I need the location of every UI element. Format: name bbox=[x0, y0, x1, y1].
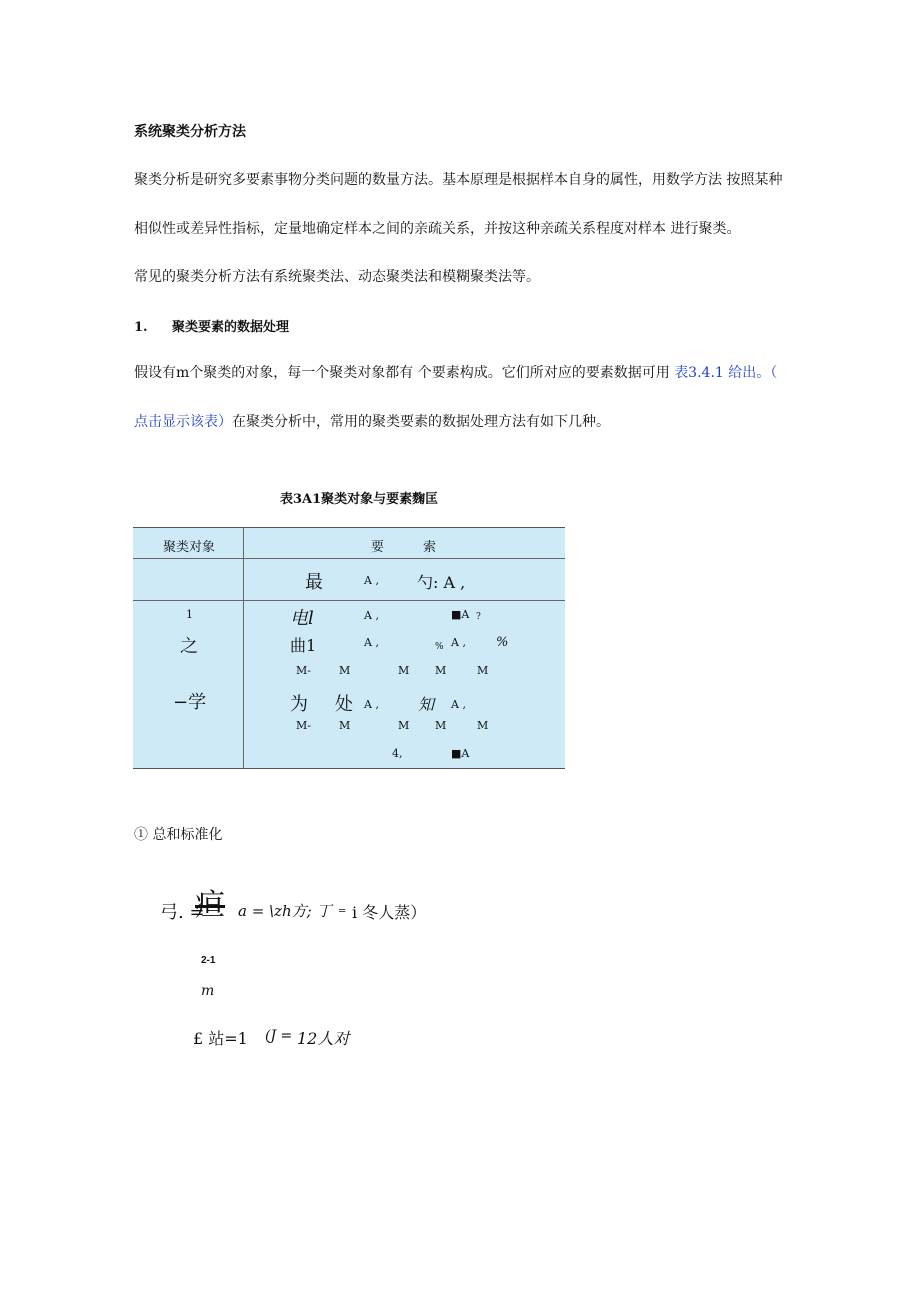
paragraph-line bbox=[134, 363, 777, 383]
section-title: 聚类要素的数据处理 bbox=[172, 320, 290, 335]
table-cell: ■A bbox=[451, 608, 470, 621]
table-cell: 知 bbox=[418, 695, 435, 714]
table-divider bbox=[133, 600, 565, 601]
table-cell: M bbox=[435, 719, 447, 732]
table-header-elements: 要 bbox=[371, 540, 385, 555]
table-cell-left: −学 bbox=[173, 692, 207, 713]
data-table bbox=[133, 527, 565, 769]
table-cell: M- bbox=[296, 719, 311, 732]
table-cell: M bbox=[398, 719, 410, 732]
page-title: 系统聚类分析方法 bbox=[134, 124, 246, 140]
table-header-objects: 聚类对象 bbox=[163, 540, 216, 555]
table-cell: 曲1 bbox=[290, 636, 317, 655]
table-cell: 处 bbox=[335, 694, 353, 715]
formula-part: 疸 bbox=[195, 888, 225, 923]
table-divider bbox=[133, 558, 565, 559]
table-header-elements: 索 bbox=[423, 540, 437, 555]
table-cell-left: 之 bbox=[180, 636, 198, 657]
table-cell: 最 bbox=[305, 572, 323, 593]
table-cell: M- bbox=[296, 664, 311, 677]
table-cell: A , bbox=[364, 698, 379, 711]
table-cell: M bbox=[339, 664, 351, 677]
paragraph-line: 相似性或差异性指标，定量地确定样本之间的亲疏关系，并按这种亲疏关系程度对样本 进行聚类。 bbox=[134, 221, 741, 237]
formula-part: m bbox=[201, 983, 215, 999]
table-cell: % bbox=[435, 642, 444, 652]
table-cell: 电l bbox=[290, 608, 314, 629]
table-cell: 为 bbox=[290, 694, 308, 715]
formula-part: 弓. = bbox=[160, 902, 205, 923]
formula-part: i 冬人蒸） bbox=[352, 903, 427, 922]
table-cell: ■A bbox=[451, 747, 470, 760]
table-cell: A , bbox=[364, 609, 379, 622]
paragraph-line bbox=[134, 412, 610, 432]
formula-part: 12人对 bbox=[297, 1029, 350, 1048]
subsection-heading: ① 总和标准化 bbox=[134, 827, 223, 843]
formula-part: (J = bbox=[265, 1028, 293, 1044]
paragraph-text: 假设有m个聚类的对象，每一个聚类对象都有 个要素构成。它们所对应的要素数据可用 bbox=[134, 365, 675, 381]
table-cell: M bbox=[435, 664, 447, 677]
table-cell: M bbox=[477, 664, 489, 677]
table-cell: M bbox=[398, 664, 410, 677]
formula-part: £ 站=1 bbox=[193, 1029, 248, 1048]
table-cell: % bbox=[496, 635, 509, 650]
table-cell: A , bbox=[451, 636, 466, 649]
table-cell: M bbox=[477, 719, 489, 732]
table-cell: M bbox=[339, 719, 351, 732]
table-divider bbox=[243, 528, 244, 768]
table-cell: 4, bbox=[392, 747, 403, 760]
table-cell: 勺: A , bbox=[417, 573, 466, 592]
formula-part: 2-1 bbox=[201, 955, 216, 966]
paragraph: 常见的聚类分析方法有系统聚类法、动态聚类法和模糊聚类法等。 bbox=[134, 269, 540, 285]
table-caption: 表3A1聚类对象与要素麴匡 bbox=[280, 492, 439, 507]
formula-part: = bbox=[338, 906, 347, 917]
table-cell: A , bbox=[451, 698, 466, 711]
formula-part: a = \zh方; 丁 bbox=[238, 902, 332, 920]
table-cell: A , bbox=[364, 636, 379, 649]
table-cell-left: 1 bbox=[186, 608, 193, 621]
section-heading bbox=[134, 316, 289, 335]
paragraph-text: 在聚类分析中，常用的聚类要素的数据处理方法有如下几种。 bbox=[232, 414, 610, 430]
paragraph-line: 聚类分析是研究多要素事物分类问题的数量方法。基本原理是根据样本自身的属性，用数学方法 按照某种 bbox=[134, 172, 783, 188]
table-link[interactable]: 表3.4.1 给出。（ bbox=[674, 365, 778, 381]
section-number: 1. bbox=[134, 320, 148, 335]
show-table-link[interactable]: 点击显示该表） bbox=[134, 414, 232, 430]
table-cell: A , bbox=[364, 574, 379, 587]
table-cell: ? bbox=[476, 612, 481, 622]
